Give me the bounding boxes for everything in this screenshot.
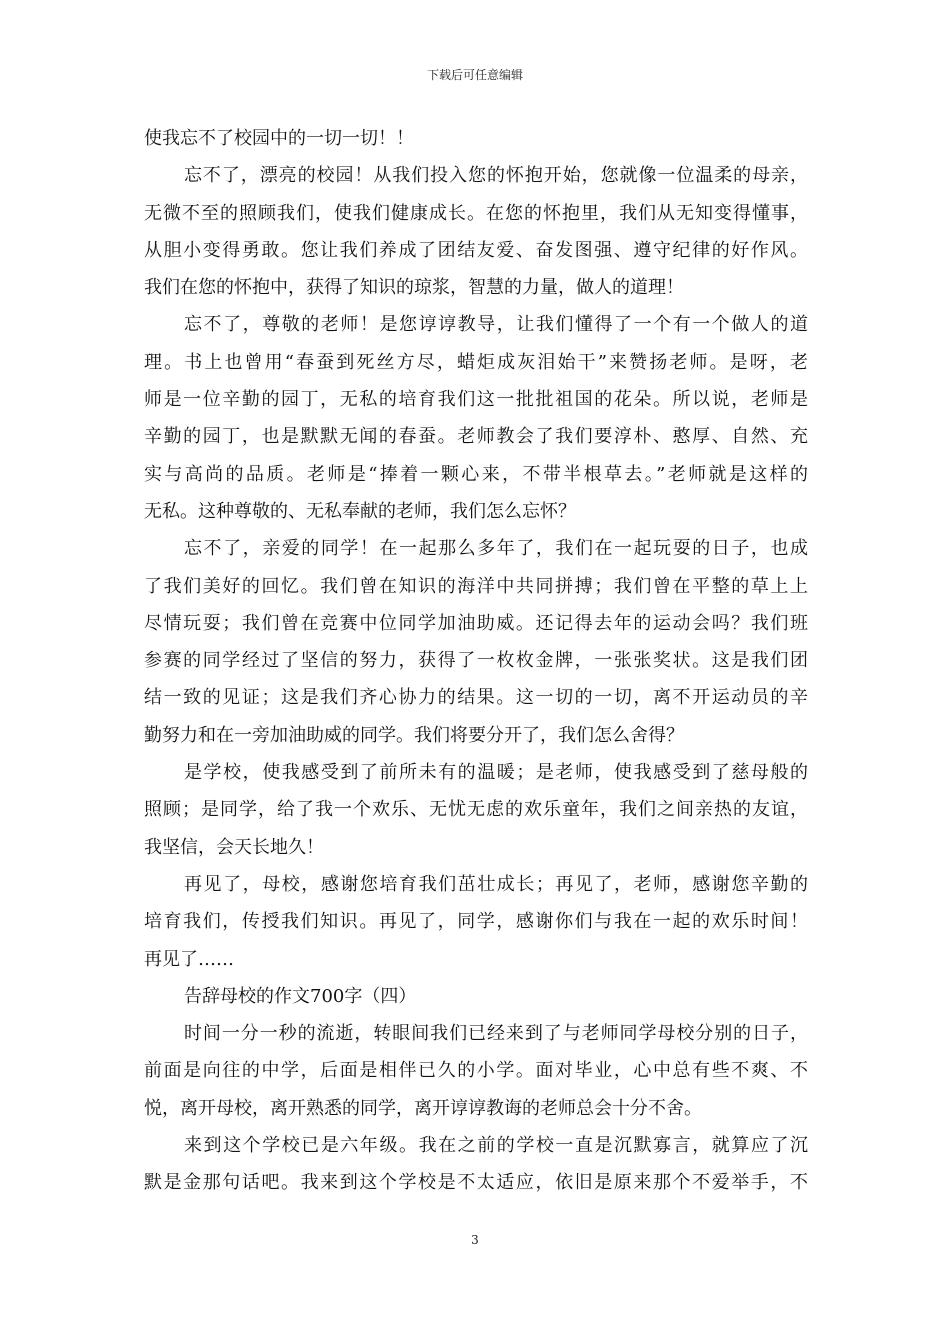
- text-line: 是学校，使我感受到了前所未有的温暖；是老师，使我感受到了慈母般的: [184, 762, 808, 784]
- text-line: 我坚信，会天长地久！: [144, 836, 324, 858]
- document-body: [144, 120, 808, 1202]
- paragraph: [144, 754, 808, 866]
- text-line: 照顾；是同学，给了我一个欢乐、无忧无虑的欢乐童年，我们之间亲热的友谊，: [144, 799, 808, 821]
- text-line: 告辞母校的作文700字（四）: [184, 985, 417, 1007]
- paragraph: [144, 120, 808, 157]
- paragraph: [144, 866, 808, 978]
- text-line: 忘不了，亲爱的同学！在一起那么多年了，我们在一起玩耍的日子，也成: [184, 538, 808, 560]
- paragraph: [144, 306, 808, 530]
- text-line: 培育我们，传授我们知识。再见了，同学，感谢你们与我在一起的欢乐时间！: [144, 911, 808, 933]
- text-line: 无微不至的照顾我们，使我们健康成长。在您的怀抱里，我们从无知变得懂事，: [144, 202, 808, 224]
- text-line: 忘不了，漂亮的校园！从我们投入您的怀抱开始，您就像一位温柔的母亲，: [184, 165, 808, 187]
- text-line: 实与高尚的品质。老师是“捧着一颗心来，不带半根草去。”老师就是这样的: [144, 463, 808, 485]
- text-line: 默是金那句话吧。我来到这个学校是不太适应，依旧是原来那个不爱举手，不: [144, 1172, 808, 1194]
- text-line: 我们在您的怀抱中，获得了知识的琼浆，智慧的力量，做人的道理！: [144, 277, 684, 299]
- text-line: 来到这个学校已是六年级。我在之前的学校一直是沉默寡言，就算应了沉: [184, 1135, 808, 1157]
- text-line: 辛勤的园丁，也是默默无闻的春蚕。老师教会了我们要淳朴、憨厚、自然、充: [144, 426, 808, 448]
- paragraph: [144, 530, 808, 754]
- paragraph: [144, 157, 808, 306]
- section-heading: [144, 978, 808, 1015]
- text-line: 再见了……: [144, 948, 234, 970]
- paragraph: [144, 1127, 808, 1202]
- text-line: 使我忘不了校园中的一切一切！！: [144, 128, 414, 149]
- text-line: 了我们美好的回忆。我们曾在知识的海洋中共同拼搏；我们曾在平整的草上上: [144, 575, 808, 597]
- text-line: 忘不了，尊敬的老师！是您谆谆教导，让我们懂得了一个有一个做人的道: [184, 314, 808, 336]
- text-line: 前面是向往的中学，后面是相伴已久的小学。面对毕业，心中总有些不爽、不: [144, 1060, 808, 1082]
- page-header: 下载后可任意编辑: [426, 68, 523, 82]
- text-line: 从胆小变得勇敢。您让我们养成了团结友爱、奋发图强、遵守纪律的好作风。: [144, 239, 808, 261]
- text-line: 师是一位辛勤的园丁，无私的培育我们这一批批祖国的花朵。所以说，老师是: [144, 389, 808, 411]
- paragraph: [144, 1015, 808, 1127]
- text-line: 再见了，母校，感谢您培育我们茁壮成长；再见了，老师，感谢您辛勤的: [184, 873, 808, 895]
- page-number: 3: [471, 1233, 479, 1247]
- text-line: 无私。这种尊敬的、无私奉献的老师，我们怎么忘怀？: [144, 500, 576, 522]
- text-line: 悦，离开母校，离开熟悉的同学，离开谆谆教诲的老师总会十分不舍。: [144, 1097, 702, 1119]
- text-line: 理。书上也曾用“春蚕到死丝方尽，蜡炬成灰泪始干”来赞扬老师。是呀，老: [144, 351, 808, 373]
- text-line: 勤努力和在一旁加油助威的同学。我们将要分开了，我们怎么舍得？: [144, 724, 684, 746]
- text-line: 参赛的同学经过了坚信的努力，获得了一枚枚金牌，一张张奖状。这是我们团: [144, 650, 808, 672]
- text-line: 结一致的见证；这是我们齐心协力的结果。这一切的一切，离不开运动员的辛: [144, 687, 808, 709]
- text-line: 时间一分一秒的流逝，转眼间我们已经来到了与老师同学母校分别的日子，: [184, 1023, 808, 1045]
- text-line: 尽情玩耍；我们曾在竞赛中位同学加油助威。还记得去年的运动会吗？我们班: [144, 612, 808, 634]
